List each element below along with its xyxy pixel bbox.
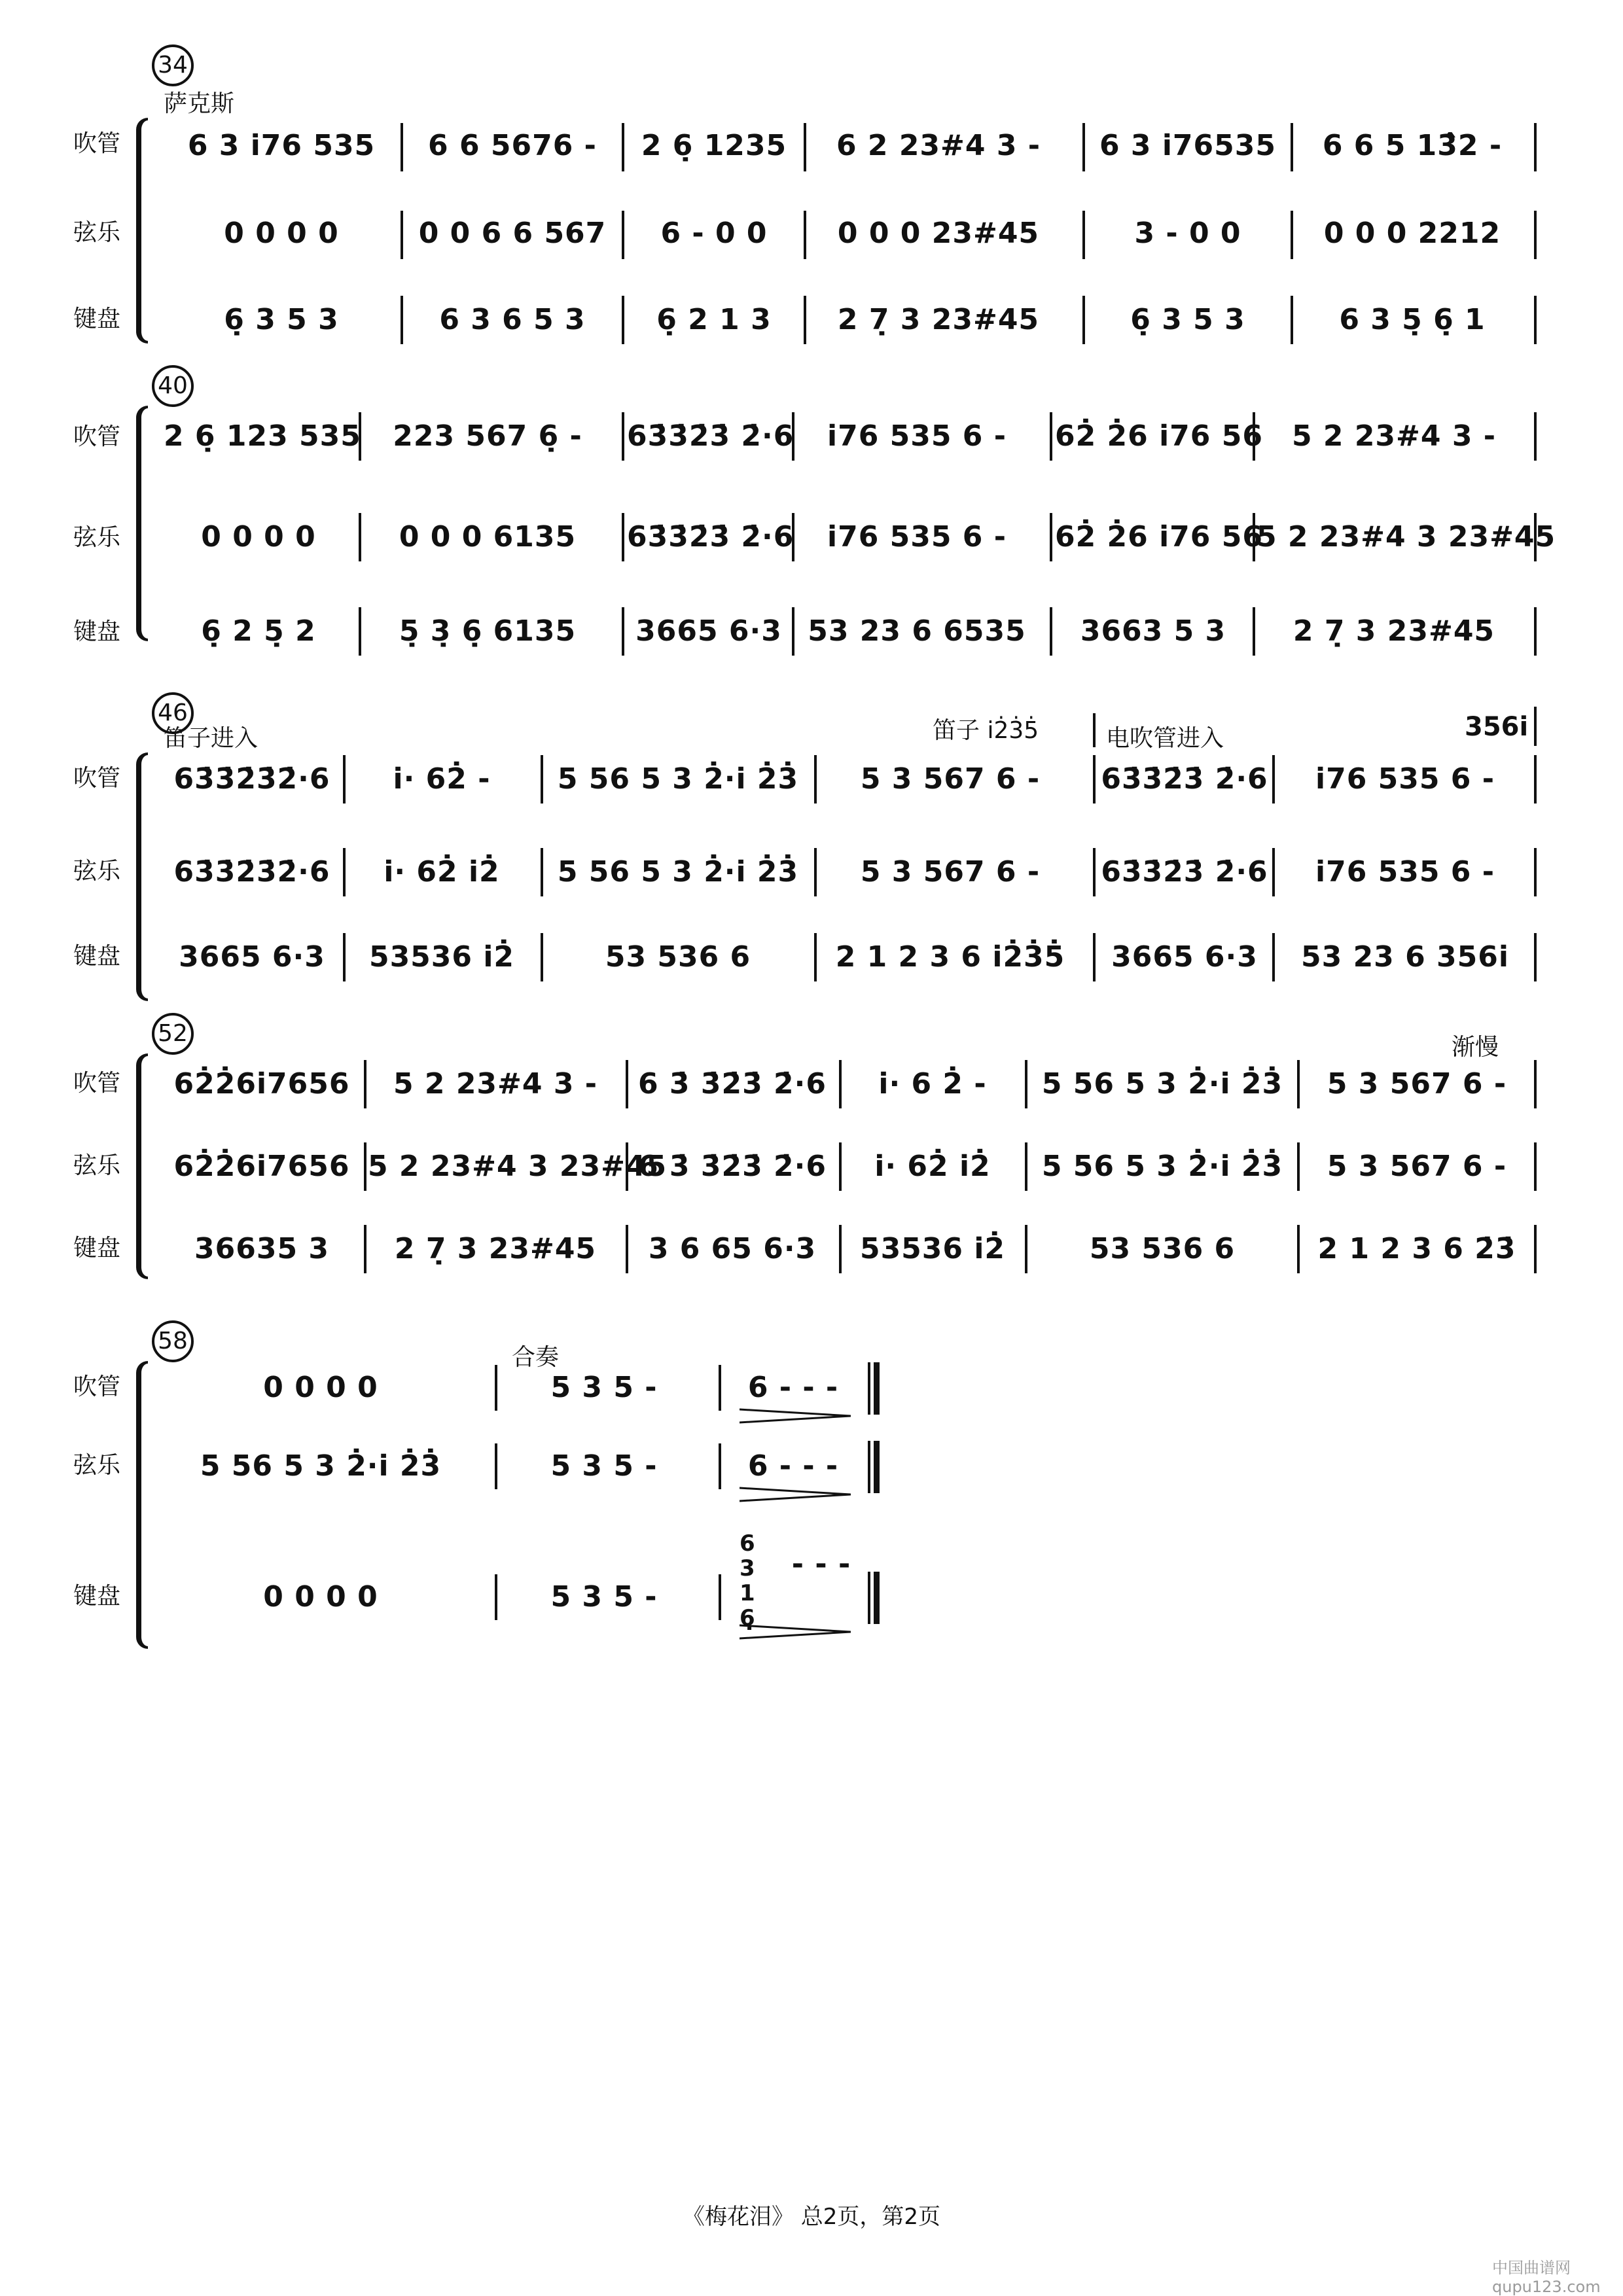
chord-note: 6 bbox=[740, 1530, 755, 1557]
barline bbox=[1253, 513, 1255, 561]
barline bbox=[364, 1060, 366, 1108]
staff-row-chuiguan bbox=[0, 1064, 1623, 1103]
barline bbox=[1093, 713, 1096, 747]
barline bbox=[1297, 1225, 1300, 1273]
measure: 53 23 6 356i̇ bbox=[1301, 940, 1509, 974]
measure: 5 3 567 6 - bbox=[860, 855, 1041, 889]
measure: 63̇3̇2̇3̇2̇·6 bbox=[173, 855, 330, 889]
barline bbox=[343, 848, 346, 896]
chord-note: 3 bbox=[740, 1555, 755, 1581]
barline bbox=[364, 1225, 366, 1273]
barline bbox=[1291, 296, 1293, 344]
measure: 3663 5 3 bbox=[1080, 614, 1226, 648]
barline bbox=[814, 755, 817, 804]
measure: 5 56 5 3 2̇·i̇ 2̇3̇ bbox=[1041, 1067, 1283, 1101]
measure: 63̇3̇2̇3̇2̇·6 bbox=[173, 762, 330, 796]
measure: 53 536 6 bbox=[605, 940, 751, 974]
staff-row-jianpan bbox=[0, 937, 1623, 976]
barline bbox=[1025, 1142, 1027, 1191]
measure: 3665 6·3 bbox=[179, 940, 325, 974]
final-barline bbox=[868, 1441, 880, 1493]
barline bbox=[541, 933, 543, 981]
measure-number-52: 52 bbox=[152, 1013, 194, 1055]
barline bbox=[1025, 1060, 1027, 1108]
barline bbox=[1253, 607, 1255, 656]
chord-note: 6̣ bbox=[740, 1605, 755, 1631]
decrescendo-hairpin bbox=[740, 1485, 851, 1504]
measure: 5 3 567 6 - bbox=[1327, 1149, 1507, 1183]
measure-number-58: 58 bbox=[152, 1320, 194, 1362]
barline bbox=[1291, 123, 1293, 171]
barline bbox=[401, 123, 403, 171]
barline bbox=[364, 1142, 366, 1191]
barline bbox=[626, 1060, 628, 1108]
measure: 5 56 5 3 2̇·i̇ 2̇3̇ bbox=[557, 762, 799, 796]
barline bbox=[1297, 1060, 1300, 1108]
staff-label-chuiguan: 吹管 bbox=[73, 1070, 121, 1097]
barline bbox=[839, 1060, 842, 1108]
measure: - - - bbox=[791, 1547, 851, 1581]
barline bbox=[1534, 607, 1537, 656]
site-watermark: 中国曲谱网 qupu123.com bbox=[1492, 2259, 1601, 2296]
barline bbox=[804, 123, 806, 171]
measure: 6 - - - bbox=[747, 1370, 839, 1404]
tempo-ritardando: 渐慢 bbox=[1452, 1034, 1499, 1061]
measure: 6 3 5̣ 6̣ 1 bbox=[1339, 302, 1486, 336]
staff-label-jianpan: 键盘 bbox=[73, 1235, 121, 1262]
measure: 62̇2̇6i̇7656 bbox=[173, 1067, 350, 1101]
staff-row-jianpan bbox=[0, 611, 1623, 650]
barline bbox=[1093, 848, 1096, 896]
staff-row-jianpan bbox=[0, 1547, 1623, 1616]
barline bbox=[814, 933, 817, 981]
staff-label-jianpan: 键盘 bbox=[73, 1583, 121, 1610]
barline bbox=[541, 848, 543, 896]
measure: 0 0 0 0 bbox=[263, 1370, 378, 1404]
barline bbox=[1534, 755, 1537, 804]
barline bbox=[359, 412, 361, 461]
measure: 6 3 i̇76 535 bbox=[187, 128, 376, 162]
measure: 5 3 5 - bbox=[550, 1449, 658, 1483]
barline bbox=[792, 607, 794, 656]
staff-row-jianpan bbox=[0, 300, 1623, 339]
measure: 6 6 5676 - bbox=[428, 128, 597, 162]
barline bbox=[719, 1443, 721, 1489]
measure: i̇· 62̇ - bbox=[393, 762, 491, 796]
staff-label-chuiguan: 吹管 bbox=[73, 423, 121, 450]
barline bbox=[792, 513, 794, 561]
decrescendo-hairpin bbox=[740, 1623, 851, 1641]
barline bbox=[401, 296, 403, 344]
barline bbox=[622, 412, 624, 461]
measure: 6 6 5 13̂2 - bbox=[1322, 128, 1503, 162]
instrument-note-dizi-cue: 笛子 i̇2̇3̇5̇ bbox=[933, 717, 1039, 744]
barline bbox=[495, 1443, 497, 1489]
barline bbox=[359, 513, 361, 561]
barline bbox=[1534, 1142, 1537, 1191]
measure: 53536 i̇2̇ bbox=[859, 1231, 1006, 1265]
measure: 3665 6·3 bbox=[635, 614, 782, 648]
barline bbox=[622, 123, 624, 171]
measure: 0 0 0 2212 bbox=[1323, 216, 1501, 250]
barline bbox=[1025, 1225, 1027, 1273]
measure: 6̣ 3 5 3 bbox=[224, 302, 339, 336]
page-footer: 《梅花泪》 总2页，第2页 bbox=[682, 2204, 941, 2230]
staff-row-chuiguan bbox=[0, 1368, 1623, 1407]
measure-number-34: 34 bbox=[152, 44, 194, 86]
measure: 5̣ 3̣ 6̣ 6135 bbox=[399, 614, 577, 648]
decrescendo-hairpin bbox=[740, 1407, 851, 1425]
measure: 62̇2̇6i̇7656 bbox=[173, 1149, 350, 1183]
measure: i̇76 535 6 - bbox=[827, 520, 1007, 554]
measure: 2 6̣ 123 535 bbox=[164, 419, 361, 453]
measure: 5 2 23#4 3 23#45 bbox=[1257, 520, 1556, 554]
barline bbox=[1534, 848, 1537, 896]
staff-label-xianyue: 弦乐 bbox=[73, 219, 121, 246]
instrument-note-electric-wind-entry: 电吹管进入 bbox=[1106, 725, 1224, 752]
measure: 6 3̇ 3̇2̇3̇ 2̇·6 bbox=[638, 1149, 827, 1183]
barline bbox=[622, 296, 624, 344]
barline bbox=[622, 211, 624, 259]
measure: 2 7̣ 3 23#45 bbox=[1293, 614, 1495, 648]
measure-number-40: 40 bbox=[152, 365, 194, 407]
barline bbox=[1050, 607, 1052, 656]
measure: 0 0 0 0 bbox=[263, 1580, 378, 1614]
barline bbox=[1093, 755, 1096, 804]
staff-label-jianpan: 键盘 bbox=[73, 618, 121, 645]
barline bbox=[1534, 211, 1537, 259]
measure: 0 0 6 6 567 bbox=[418, 216, 607, 250]
staff-row-xianyue bbox=[0, 852, 1623, 891]
measure: 63̇3̇2̇3̇ 2̇·6 bbox=[1101, 762, 1268, 796]
measure: 5 2 23#4 3 - bbox=[1291, 419, 1497, 453]
barline bbox=[622, 513, 624, 561]
measure: 5 2 23#4 3 - bbox=[393, 1067, 598, 1101]
barline bbox=[1050, 513, 1052, 561]
final-barline bbox=[868, 1362, 880, 1415]
barline bbox=[839, 1142, 842, 1191]
barline bbox=[719, 1574, 721, 1620]
staff-label-chuiguan: 吹管 bbox=[73, 130, 121, 157]
barline bbox=[1534, 933, 1537, 981]
staff-label-chuiguan: 吹管 bbox=[73, 1373, 121, 1400]
barline bbox=[1534, 1060, 1537, 1108]
staff-row-jianpan bbox=[0, 1229, 1623, 1268]
measure: 53536 i̇2̇ bbox=[368, 940, 515, 974]
measure: 2 7̣ 3 23#45 bbox=[837, 302, 1040, 336]
staff-label-jianpan: 键盘 bbox=[73, 306, 121, 332]
cue-notes: 356i̇ bbox=[1465, 712, 1529, 742]
staff-label-jianpan: 键盘 bbox=[73, 943, 121, 970]
measure: 5 3 5 - bbox=[550, 1370, 658, 1404]
measure: i̇76 535 6 - bbox=[827, 419, 1007, 453]
barline bbox=[1297, 1142, 1300, 1191]
measure: 0 0 0 23#45 bbox=[837, 216, 1040, 250]
barline bbox=[1272, 933, 1275, 981]
staff-label-chuiguan: 吹管 bbox=[73, 765, 121, 792]
staff-label-xianyue: 弦乐 bbox=[73, 1152, 121, 1179]
measure: i̇76 535 6 - bbox=[1315, 855, 1495, 889]
measure: 0 0 0 0 bbox=[224, 216, 339, 250]
barline bbox=[1082, 296, 1085, 344]
barline bbox=[495, 1365, 497, 1411]
measure: 2 7̣ 3 23#45 bbox=[394, 1231, 597, 1265]
barline bbox=[792, 412, 794, 461]
measure: 62̇ 2̇6 i̇76 56 bbox=[1055, 520, 1263, 554]
barline bbox=[814, 848, 817, 896]
measure: 0 0 0 0 bbox=[201, 520, 316, 554]
measure: 63̇3̇2̇3̇ 2̇·6 bbox=[1101, 855, 1268, 889]
measure: i̇· 6 2̇ - bbox=[878, 1067, 987, 1101]
instrument-note-tutti: 合奏 bbox=[512, 1344, 560, 1371]
barline bbox=[719, 1365, 721, 1411]
barline bbox=[804, 211, 806, 259]
chord-stack bbox=[740, 1531, 755, 1631]
barline bbox=[622, 607, 624, 656]
measure: 5 56 5 3 2̇·i̇ 2̇3̇ bbox=[200, 1449, 442, 1483]
barline bbox=[541, 755, 543, 804]
measure: 6 3 i̇76535 bbox=[1099, 128, 1277, 162]
measure: 5 2 23#4 3 23#45 bbox=[368, 1149, 668, 1183]
staff-row-chuiguan bbox=[0, 759, 1623, 798]
measure: 223 567 6̣ - bbox=[393, 419, 582, 453]
measure: 3665 6·3 bbox=[1111, 940, 1258, 974]
barline bbox=[1534, 513, 1537, 561]
measure: 36635 3 bbox=[194, 1231, 329, 1265]
measure: 5 3 567 6 - bbox=[860, 762, 1041, 796]
measure: 63̇3̇2̇3̇ 2̇·6 bbox=[627, 419, 794, 453]
measure: 53 23 6 6535 bbox=[808, 614, 1026, 648]
barline bbox=[1082, 123, 1085, 171]
barline bbox=[1272, 755, 1275, 804]
measure: 5 3 5 - bbox=[550, 1580, 658, 1614]
measure: i̇76 535 6 - bbox=[1315, 762, 1495, 796]
barline bbox=[401, 211, 403, 259]
barline bbox=[1534, 1225, 1537, 1273]
measure: 6 3̇ 3̇2̇3̇ 2̇·6 bbox=[638, 1067, 827, 1101]
measure: 5 56 5 3 2̇·i̇ 2̇3̇ bbox=[557, 855, 799, 889]
measure: 5 3 567 6 - bbox=[1327, 1067, 1507, 1101]
barline bbox=[1050, 412, 1052, 461]
instrument-note-saxophone: 萨克斯 bbox=[164, 90, 235, 117]
barline bbox=[1093, 933, 1096, 981]
staff-row-chuiguan bbox=[0, 416, 1623, 455]
measure: 6 - 0 0 bbox=[660, 216, 768, 250]
measure: 6 - - - bbox=[747, 1449, 839, 1483]
barline bbox=[839, 1225, 842, 1273]
staff-row-xianyue bbox=[0, 213, 1623, 253]
measure: 53 536 6 bbox=[1089, 1231, 1236, 1265]
barline bbox=[495, 1574, 497, 1620]
measure: 62̇ 2̇6 i̇76 56 bbox=[1055, 419, 1263, 453]
chord-note: 1 bbox=[740, 1580, 755, 1606]
staff-row-xianyue bbox=[0, 1146, 1623, 1186]
barline bbox=[1291, 211, 1293, 259]
measure: i̇· 62̇ i̇2̇ bbox=[383, 855, 500, 889]
measure: 2 6̣ 1235 bbox=[641, 128, 787, 162]
barline bbox=[343, 755, 346, 804]
measure: 6 2 23#4 3 - bbox=[836, 128, 1041, 162]
measure: 2 1 2 3 6 2̇3̇ bbox=[1317, 1231, 1516, 1265]
barline bbox=[1253, 412, 1255, 461]
staff-row-chuiguan bbox=[0, 126, 1623, 165]
final-barline bbox=[868, 1572, 880, 1624]
measure: 6̣ 2 1 3 bbox=[656, 302, 772, 336]
barline bbox=[1272, 848, 1275, 896]
staff-label-xianyue: 弦乐 bbox=[73, 858, 121, 885]
staff-label-xianyue: 弦乐 bbox=[73, 524, 121, 551]
barline bbox=[1082, 211, 1085, 259]
measure-number-46: 46 bbox=[152, 692, 194, 734]
measure: 6 3 6 5 3 bbox=[439, 302, 586, 336]
barline bbox=[1534, 707, 1537, 746]
barline bbox=[626, 1225, 628, 1273]
barline bbox=[1534, 123, 1537, 171]
measure: 3 - 0 0 bbox=[1134, 216, 1241, 250]
measure: 6̣ 2 5̣ 2 bbox=[201, 614, 316, 648]
barline bbox=[804, 296, 806, 344]
measure: 5 56 5 3 2̇·i̇ 2̇3̇ bbox=[1041, 1149, 1283, 1183]
barline bbox=[626, 1142, 628, 1191]
measure: 6̣ 3 5 3 bbox=[1130, 302, 1245, 336]
instrument-note-dizi-entry: 笛子进入 bbox=[164, 725, 259, 752]
barline bbox=[359, 607, 361, 656]
measure: 0 0 0 6135 bbox=[399, 520, 577, 554]
barline bbox=[1534, 412, 1537, 461]
staff-row-xianyue bbox=[0, 517, 1623, 556]
measure: 63̇3̇2̇3̇ 2̇·6 bbox=[627, 520, 794, 554]
barline bbox=[343, 933, 346, 981]
staff-row-xianyue bbox=[0, 1446, 1623, 1485]
measure: i̇· 62̇ i̇2̇ bbox=[874, 1149, 991, 1183]
measure: 2 1 2 3 6 i̇2̇3̇5̇ bbox=[835, 940, 1065, 974]
barline bbox=[1534, 296, 1537, 344]
measure: 3 6 65 6·3 bbox=[648, 1231, 817, 1265]
staff-label-xianyue: 弦乐 bbox=[73, 1452, 121, 1479]
